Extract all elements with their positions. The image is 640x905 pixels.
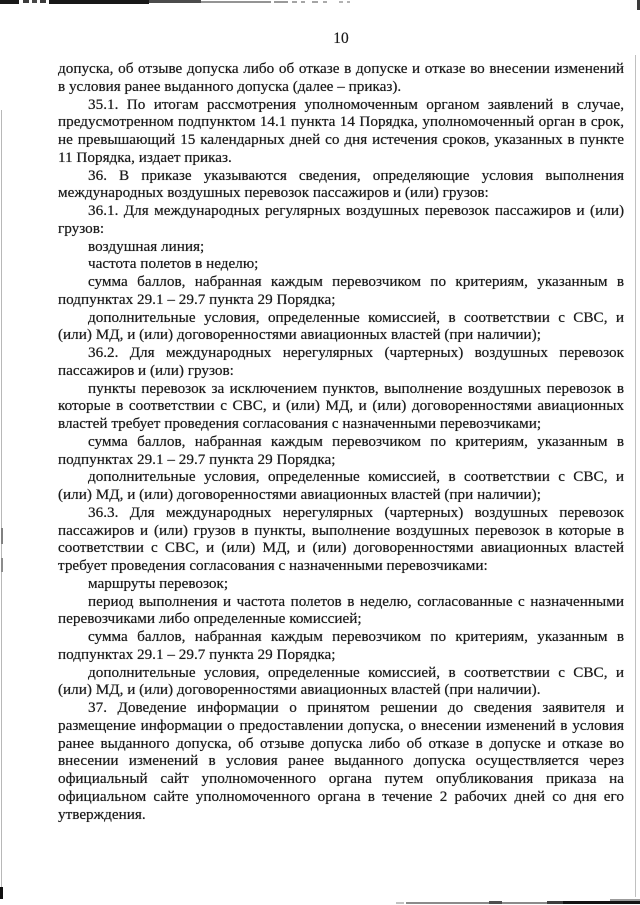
scan-artifact-top-edge xyxy=(149,0,201,3)
paragraph: дополнительные условия, определенные комиссией, в соответствии с СВС, и (или) МД, и (или) договоренностями авиационных властей (при наличии); xyxy=(58,308,624,344)
scan-artifact-top-edge xyxy=(312,1,318,3)
scan-artifact-bottom-edge xyxy=(406,902,640,905)
paragraph: сумма баллов, набранная каждым перевозчиком по критериям, указанным в подпунктах 29.1 – 29.7 пункта 29 Порядка; xyxy=(58,273,624,308)
scan-artifact-top-edge xyxy=(274,1,288,3)
paragraph: дополнительные условия, определенные комиссией, в соответствии с СВС, и (или) МД, и (или) договоренностями авиационных властей (при наличии); xyxy=(58,468,624,503)
paragraph: пункты перевозок за исключением пунктов, выполнение воздушных перевозок в которые в соответствии с СВС, и (или) МД, и (или) договоренностями авиационных властей требует проведения согласования с назначенными перевозчиками; xyxy=(58,379,624,432)
scan-artifact-bottom-left-tick xyxy=(0,887,3,899)
scan-artifact-top-edge xyxy=(0,0,19,4)
scan-artifact-top-edge xyxy=(32,0,37,3)
paragraph: частота полетов в неделю; xyxy=(88,255,259,273)
scan-artifact-left-border xyxy=(1,528,3,544)
scan-artifact-bottom-edge xyxy=(396,902,404,904)
scan-artifact-top-edge xyxy=(292,1,297,3)
scan-artifact-bottom-edge xyxy=(610,899,640,902)
paragraph: 37. Доведение информации о принятом решении до сведения заявителя и размещение информации о предоставлении допуска, о внесении изменений в условия ранее выданного допуска, об отзыве допуска либо об отказе в допуске и отказе во внесении изменений в условия ранее выданного допуска осуществляется через официальный сайт уполномоченного органа путем опубликования приказа на официальном сайте уполномоченного органа в течение 2 рабочих дней со дня его утверждения. xyxy=(58,699,624,823)
scan-artifact-bottom-edge xyxy=(547,901,567,904)
scan-artifact-top-edge xyxy=(339,1,343,3)
paragraph: маршруты перевозок; xyxy=(88,574,229,592)
paragraph: 36.1. Для международных регулярных воздушных перевозок пассажиров и (или) грузов: xyxy=(58,202,624,237)
scan-artifact-left-border xyxy=(1,558,3,572)
body-text xyxy=(58,60,624,823)
scan-artifact-top-edge xyxy=(40,0,46,3)
scan-artifact-bottom-edge xyxy=(563,901,640,905)
paragraph: 36.3. Для международных нерегулярных (чартерных) воздушных перевозок пассажиров и (или) грузов в пункты, выполнение воздушных перевозок в которые в соответствии с СВС, и (или) МД, и (или) договоренностями авиационных властей требует проведения согласования с назначенными перевозчиками: xyxy=(58,503,624,574)
paragraph: 35.1. По итогам рассмотрения уполномоченным органом заявлений в случае, предусмотренном подпунктом 14.1 пункта 14 Порядка, уполномоченный орган в срок, не превышающий 15 календарных дней со дня истечения сроков, указанных в пункте 11 Порядка, издает приказ. xyxy=(58,95,624,166)
page-number: 10 xyxy=(333,30,349,47)
scan-artifact-right-border xyxy=(635,55,636,897)
scan-artifact-top-edge xyxy=(347,1,350,3)
paragraph: дополнительные условия, определенные комиссией, в соответствии с СВС, и (или) МД, и (или) договоренностями авиационных властей (при наличии). xyxy=(58,663,624,699)
paragraph: сумма баллов, набранная каждым перевозчиком по критериям, указанным в подпунктах 29.1 – 29.7 пункта 29 Порядка; xyxy=(58,432,624,468)
scan-artifact-top-edge xyxy=(23,0,29,3)
paragraph: допуска, об отзыве допуска либо об отказе в допуске и отказе во внесении изменений в условия ранее выданного допуска (далее – приказ). xyxy=(58,60,624,95)
paragraph: сумма баллов, набранная каждым перевозчиком по критериям, указанным в подпунктах 29.1 – 29.7 пункта 29 Порядка; xyxy=(58,628,624,663)
paragraph: период выполнения и частота полетов в неделю, согласованные с назначенными перевозчиками либо определенные комиссией; xyxy=(58,592,624,628)
paragraph: 36.2. Для международных нерегулярных (чартерных) воздушных перевозок пассажиров и (или) грузов: xyxy=(58,344,624,379)
scan-artifact-top-edge xyxy=(301,1,305,3)
scan-artifact-top-edge xyxy=(201,1,271,3)
paragraph: воздушная линия; xyxy=(88,237,205,255)
scan-artifact-left-border xyxy=(1,110,3,895)
scan-artifact-top-edge xyxy=(49,0,149,4)
scan-artifact-bottom-edge xyxy=(489,901,502,904)
scan-artifact-top-edge xyxy=(323,1,327,3)
paragraph: 36. В приказе указываются сведения, определяющие условия выполнения международных воздушных перевозок пассажиров и (или) грузов: xyxy=(58,166,624,202)
